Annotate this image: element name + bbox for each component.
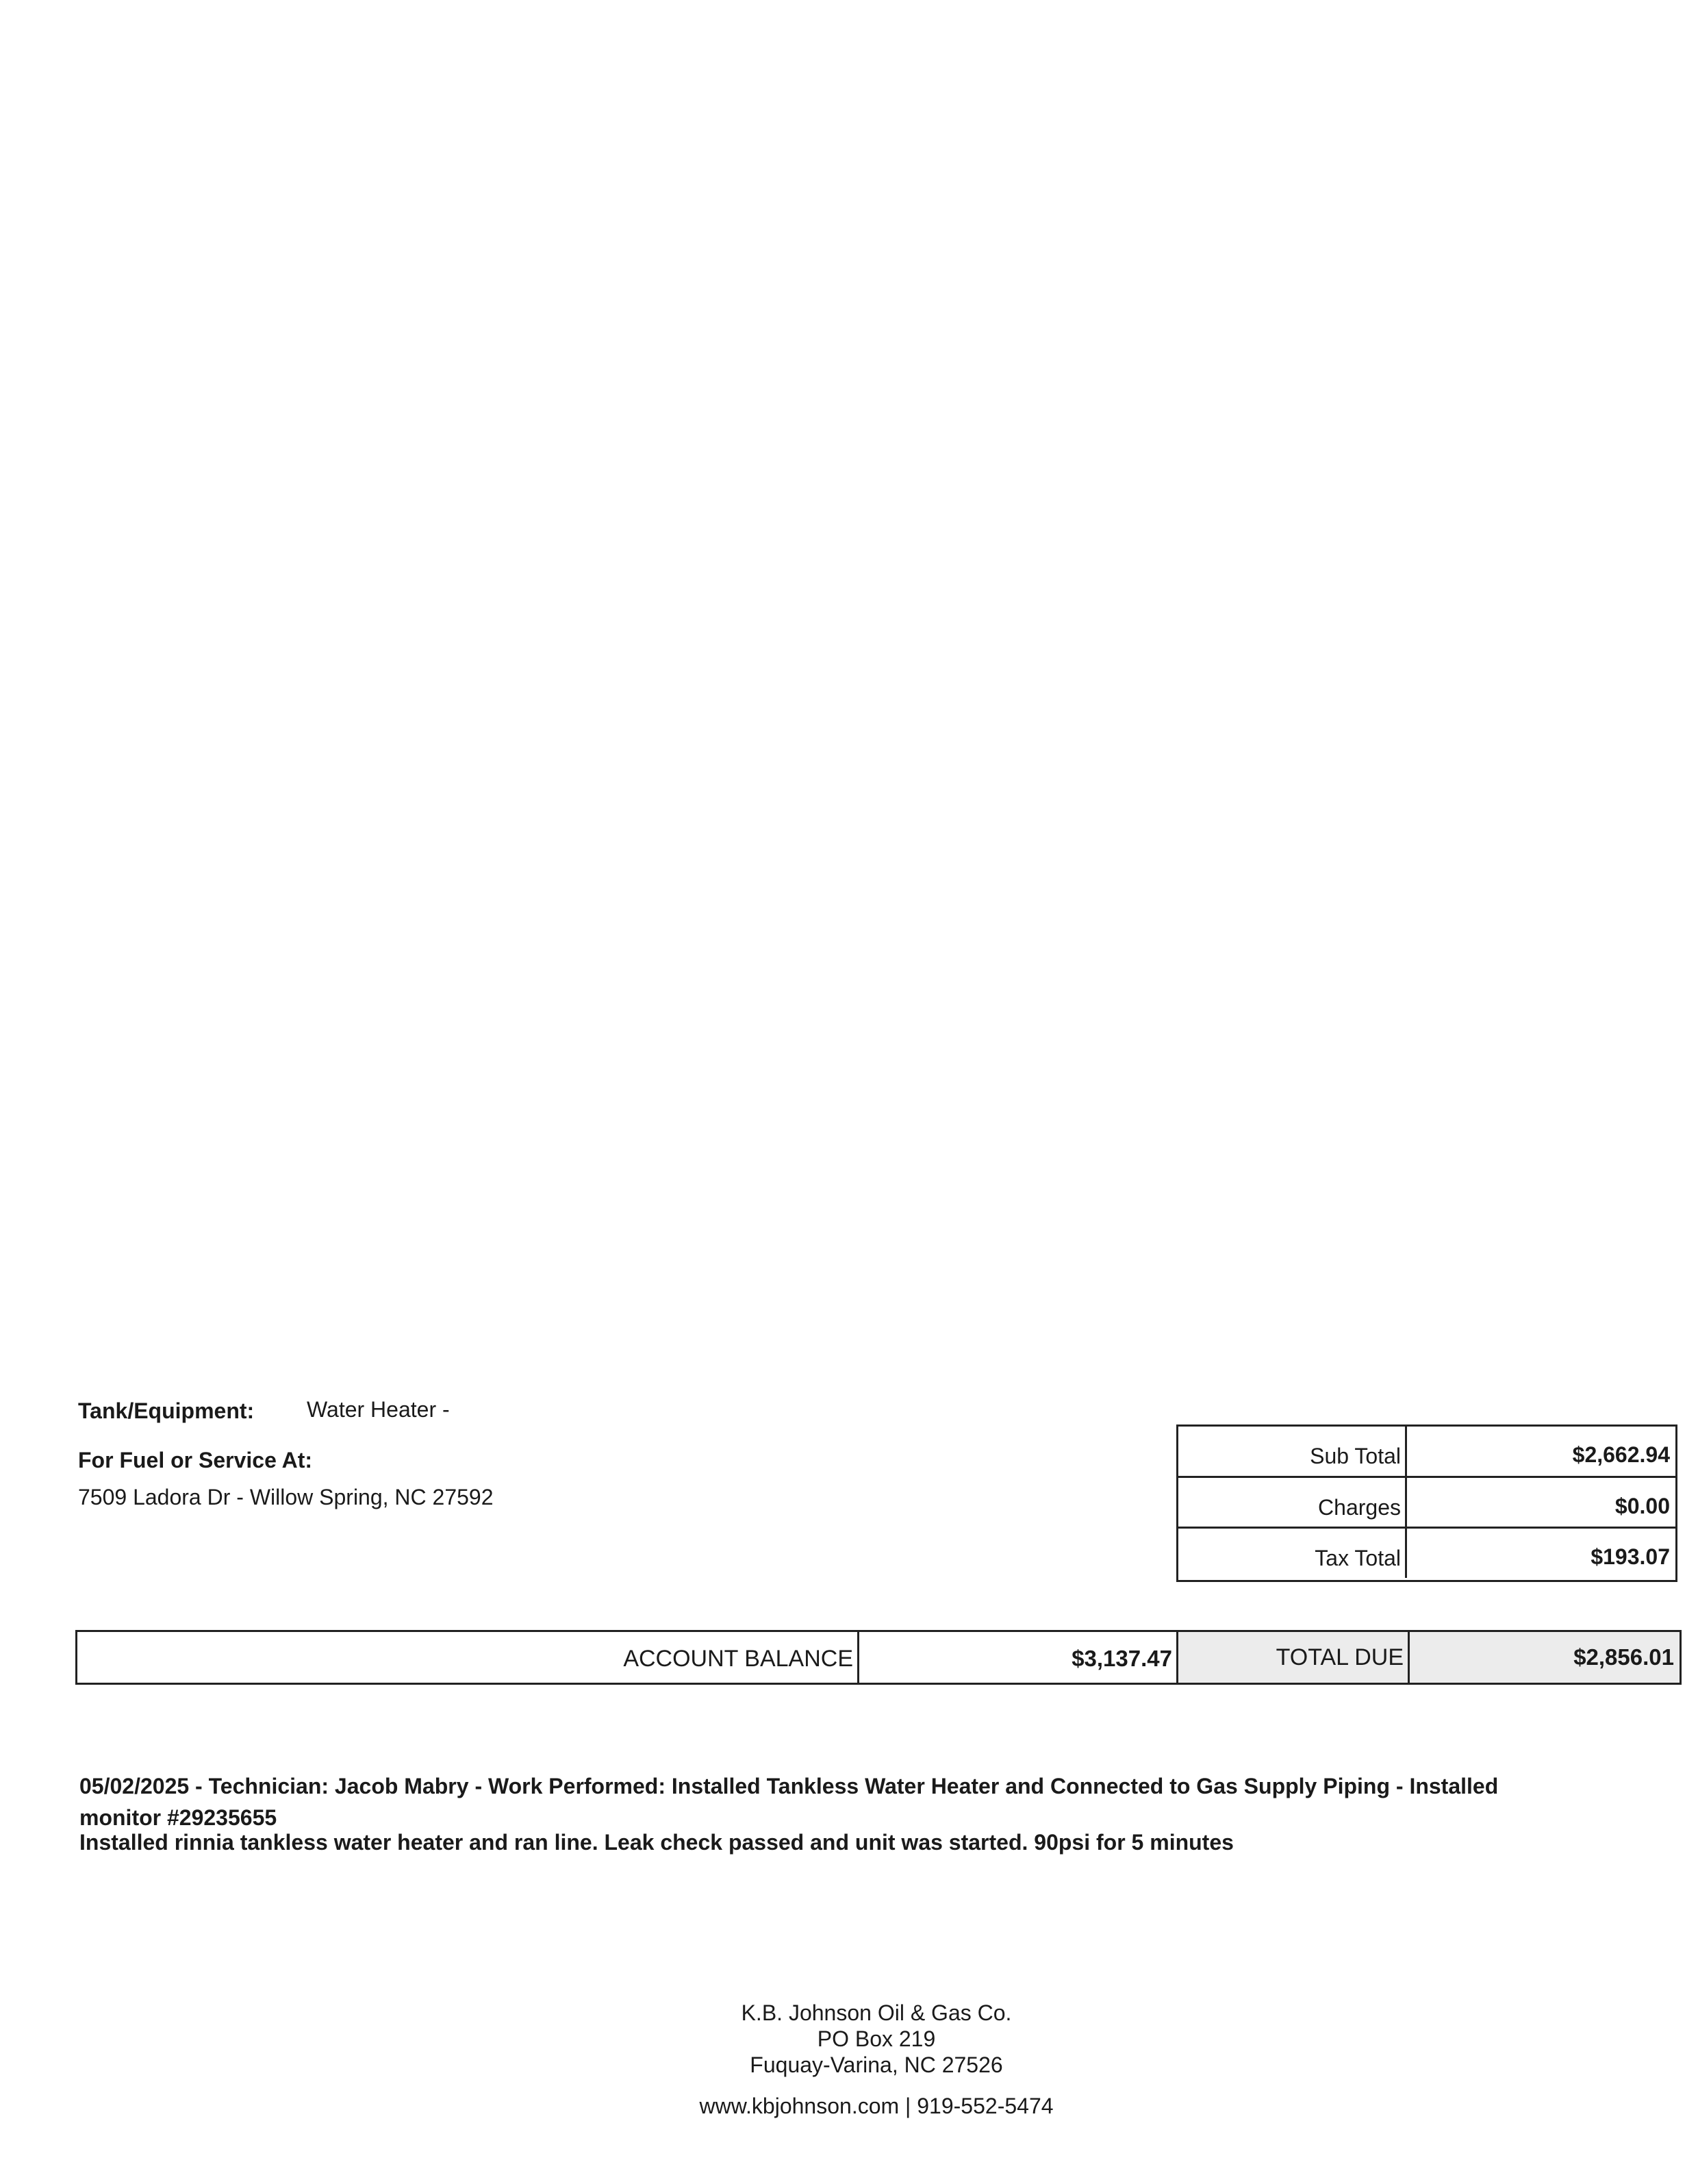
- service-address: 7509 Ladora Dr - Willow Spring, NC 27592: [78, 1485, 494, 1509]
- tax-total-label: Tax Total: [1178, 1529, 1407, 1578]
- work-note-line-3: Installed rinnia tankless water heater and ran line. Leak check passed and unit was started. 90psi for 5 minutes: [79, 1830, 1234, 1855]
- totals-row-subtotal: [1178, 1427, 1675, 1476]
- work-note-line-2: monitor #29235655: [79, 1805, 277, 1830]
- equipment-label: Tank/Equipment:: [78, 1398, 255, 1423]
- equipment-value: Water Heater -: [307, 1397, 450, 1422]
- totals-table: [1176, 1424, 1677, 1582]
- footer-contact: www.kbjohnson.com | 919-552-5474: [699, 2094, 1054, 2118]
- footer-city: Fuquay-Varina, NC 27526: [750, 2053, 1003, 2077]
- service-location-label: For Fuel or Service At:: [78, 1448, 312, 1472]
- total-due-label: TOTAL DUE: [1178, 1632, 1410, 1683]
- account-balance-value: $3,137.47: [859, 1632, 1178, 1683]
- total-due-value: $2,856.01: [1410, 1632, 1680, 1683]
- charges-value: $0.00: [1614, 1494, 1670, 1518]
- subtotal-label: Sub Total: [1178, 1427, 1407, 1476]
- footer-po-box: PO Box 219: [817, 2026, 936, 2051]
- balance-bar: [75, 1630, 1682, 1685]
- account-balance-label: ACCOUNT BALANCE: [77, 1632, 859, 1683]
- subtotal-value: $2,662.94: [1572, 1442, 1670, 1467]
- footer-company: K.B. Johnson Oil & Gas Co.: [741, 2000, 1012, 2025]
- tax-total-value: $193.07: [1591, 1544, 1670, 1569]
- totals-row-charges: [1178, 1476, 1675, 1527]
- totals-row-tax: [1178, 1527, 1675, 1578]
- charges-label: Charges: [1178, 1478, 1407, 1527]
- work-note-line-1: 05/02/2025 - Technician: Jacob Mabry - Work Performed: Installed Tankless Water Heater and Connected to Gas Supply Piping - Installed: [79, 1774, 1499, 1798]
